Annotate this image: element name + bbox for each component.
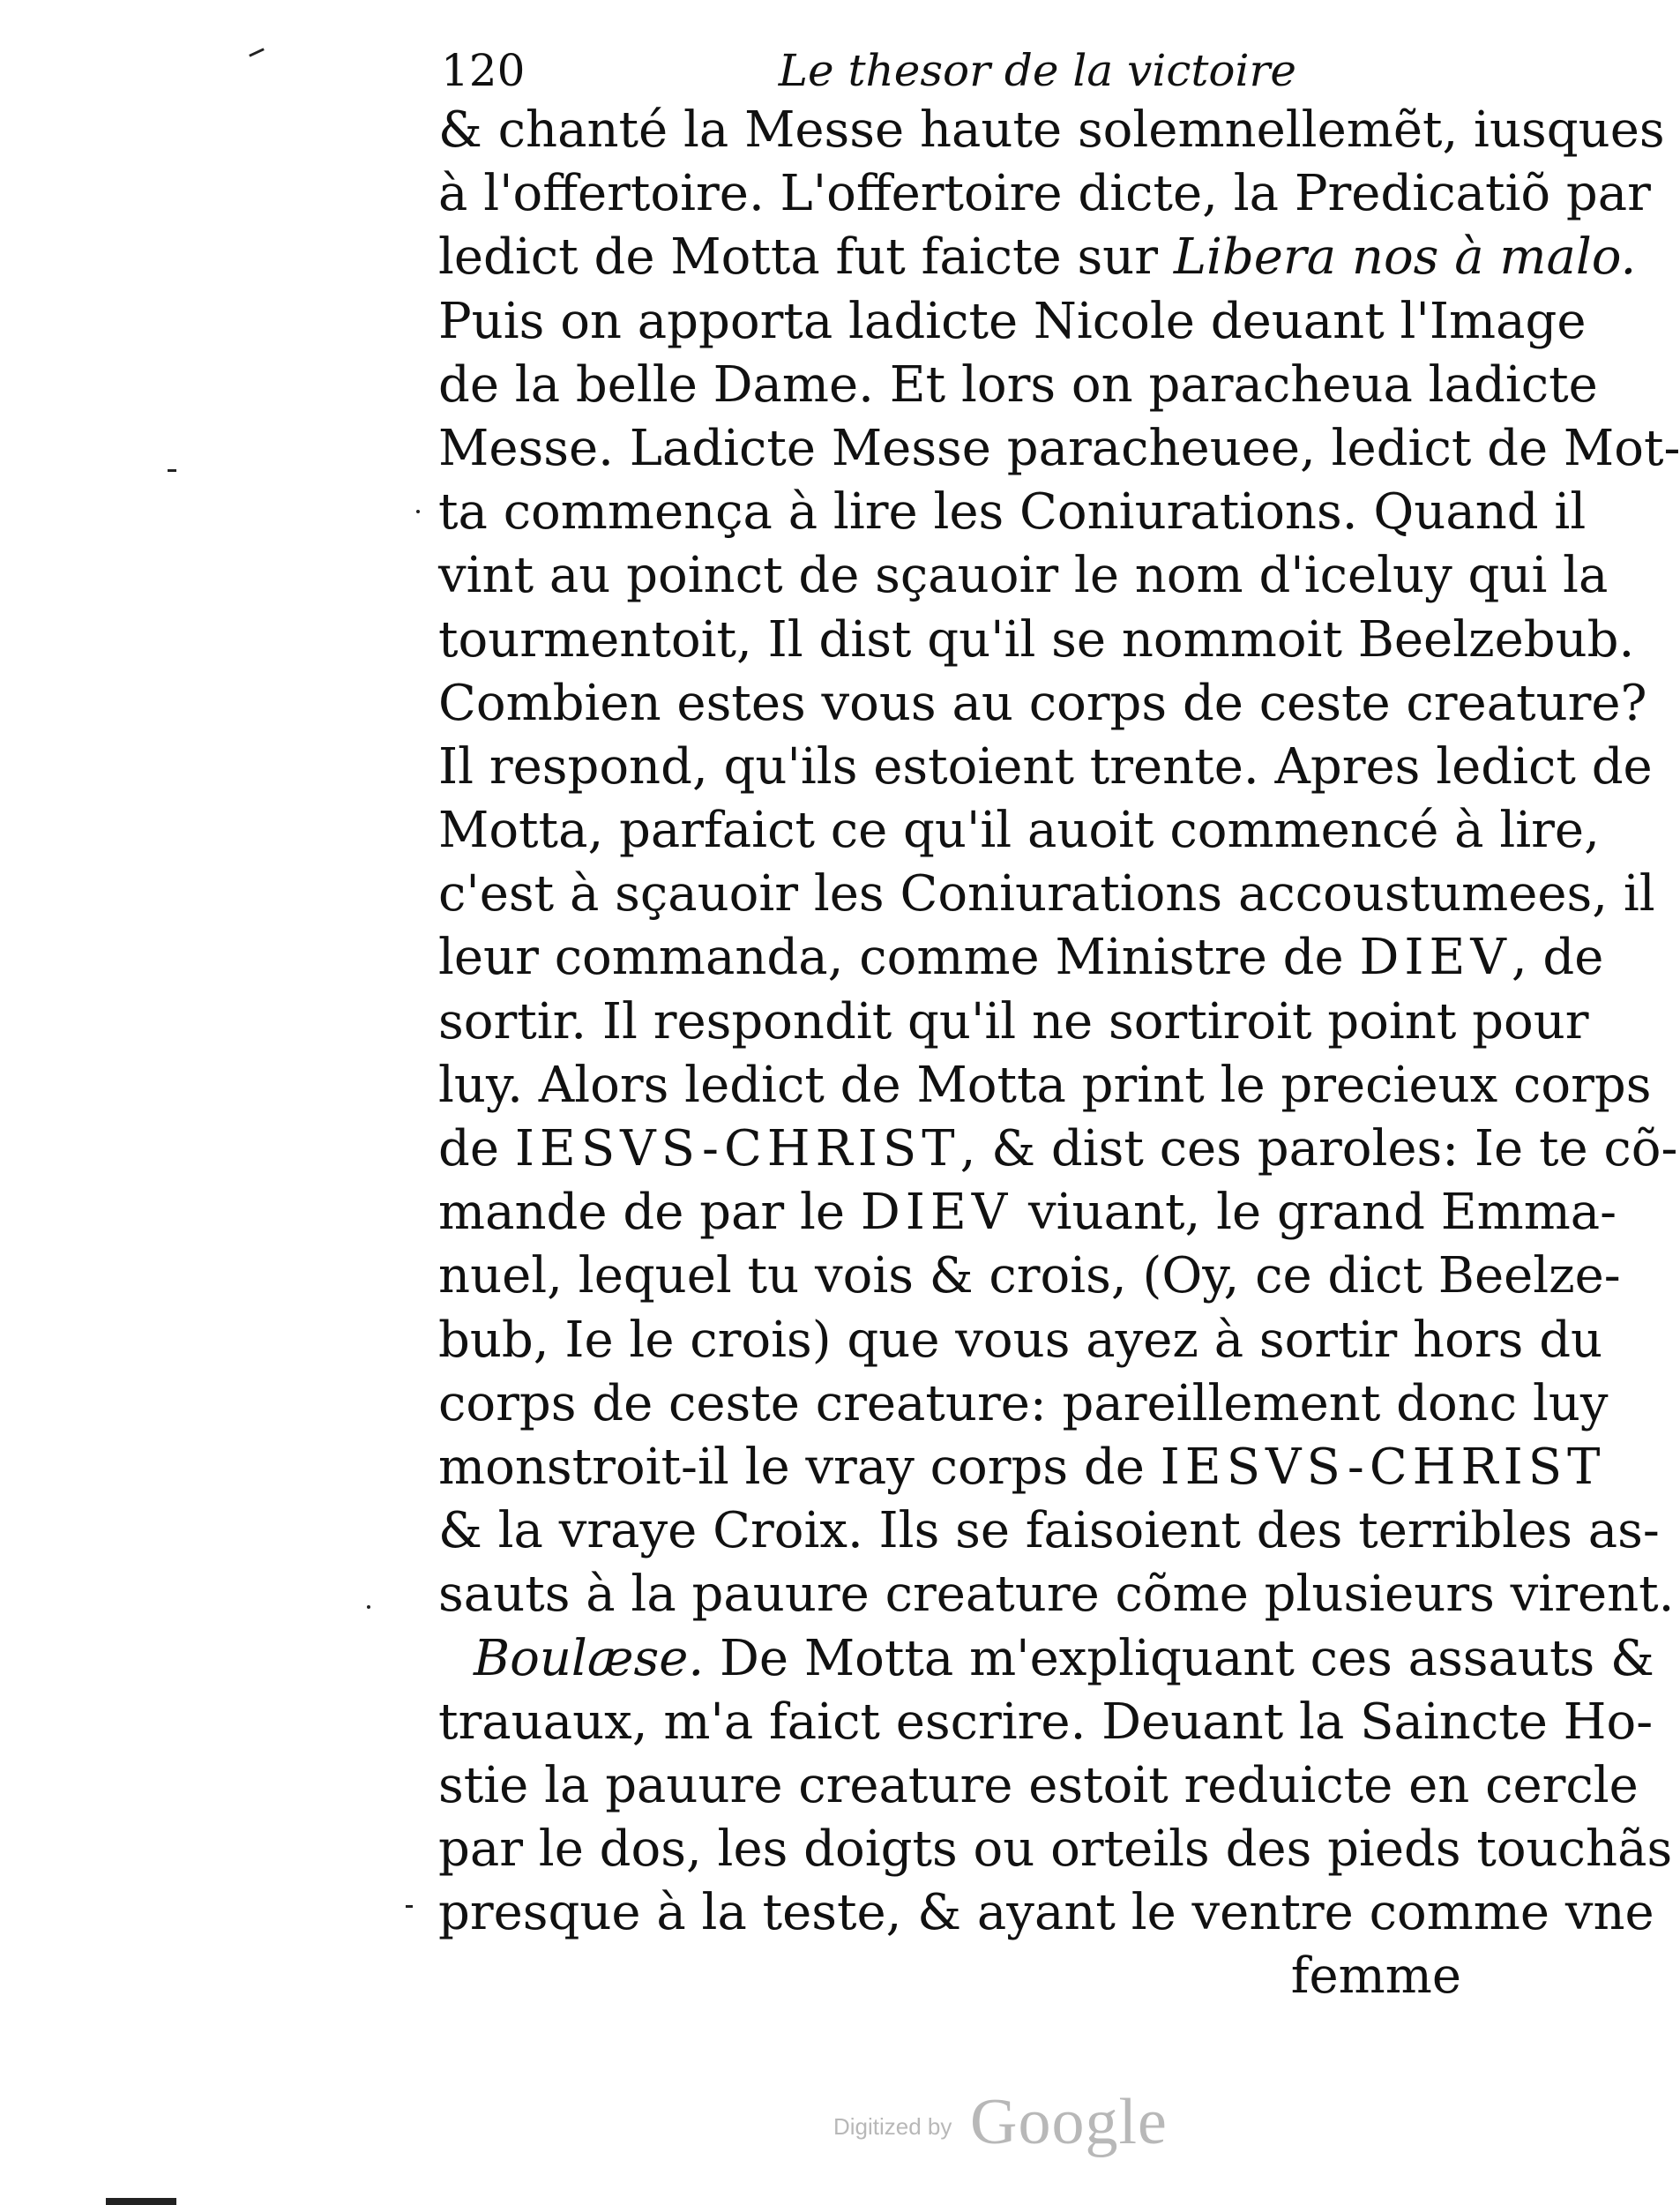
- latin-phrase: Libera nos à malo.: [1173, 228, 1637, 287]
- margin-speck: [106, 2198, 176, 2205]
- text-line: & la vraye Croix. Ils se faisoient des terribles as-: [438, 1502, 1660, 1560]
- text-line: ledict de Motta fut faicte sur Libera nos à malo.: [438, 228, 1637, 287]
- text-line: luy. Alors ledict de Motta print le precieux corps: [438, 1056, 1652, 1114]
- catchword: femme: [1290, 1947, 1461, 2006]
- margin-speck: [168, 469, 176, 472]
- jesus-christ-small-caps: IESVS-CHRIST: [514, 1120, 960, 1177]
- text-line: Il respond, qu'ils estoient trente. Apres ledict de: [438, 737, 1653, 796]
- text-line: Messe. Ladicte Messe paracheuee, ledict de Mot-: [438, 419, 1680, 477]
- dieu-small-caps: DIEV: [860, 1184, 1013, 1242]
- text-line: leur commanda, comme Ministre de DIEV, de: [438, 929, 1604, 987]
- page-number: 120: [441, 45, 526, 96]
- google-logo: Google: [970, 2086, 1168, 2158]
- digitized-by-label: Digitized by: [833, 2113, 952, 2140]
- margin-speck: [406, 1905, 413, 1908]
- text-line: mande de par le DIEV viuant, le grand Emma-: [438, 1184, 1617, 1242]
- text-line: Boulæse. De Motta m'expliquant ces assauts &: [474, 1629, 1654, 1687]
- text-line: de IESVS-CHRIST, & dist ces paroles: Ie te cõ-: [438, 1120, 1678, 1177]
- jesus-christ-small-caps: IESVS-CHRIST: [1160, 1438, 1606, 1496]
- dieu-small-caps: DIEV: [1359, 929, 1512, 987]
- text-line: corps de ceste creature: pareillement donc luy: [438, 1374, 1609, 1432]
- text-line: & chanté la Messe haute solemnellemẽt, iusques: [438, 101, 1665, 159]
- text-line: sauts à la pauure creature cõme plusieurs virent.: [438, 1566, 1675, 1624]
- text-line: trauaux, m'a faict escrire. Deuant la Saincte Ho-: [438, 1693, 1654, 1751]
- text-line: nuel, lequel tu vois & crois, (Oy, ce dict Beelze-: [438, 1247, 1621, 1305]
- running-title: Le thesor de la victoire: [778, 45, 1296, 96]
- page-header: [441, 35, 1296, 106]
- text-line: Combien estes vous au corps de ceste creature?: [438, 674, 1647, 732]
- margin-speck: [416, 510, 420, 513]
- text-line: presque à la teste, & ayant le ventre comme vne: [438, 1884, 1654, 1942]
- text-line: tourmentoit, Il dist qu'il se nommoit Beelzebub.: [438, 610, 1635, 669]
- text-line: à l'offertoire. L'offertoire dicte, la Predicatiõ par: [438, 165, 1651, 223]
- margin-speck: [249, 48, 265, 56]
- margin-speck: [367, 1605, 370, 1609]
- text-line: stie la pauure creature estoit reduicte en cercle: [438, 1756, 1639, 1814]
- text-line: monstroit-il le vray corps de IESVS-CHRIST: [438, 1438, 1606, 1496]
- text-line: Motta, parfaict ce qu'il auoit commencé à lire,: [438, 802, 1600, 860]
- text-line: c'est à sçauoir les Coniurations accoustumees, il: [438, 865, 1655, 923]
- body-text: [438, 99, 1680, 2009]
- text-line: par le dos, les doigts ou orteils des pieds touchãs: [438, 1820, 1673, 1879]
- marginal-name: Boulæse.: [474, 1629, 705, 1687]
- text-line: vint au poinct de sçauoir le nom d'iceluy qui la: [438, 547, 1609, 605]
- text-line: de la belle Dame. Et lors on paracheua ladicte: [438, 355, 1598, 414]
- digitization-footer: [0, 2082, 1574, 2187]
- text-line: ta commença à lire les Coniurations. Quand il: [438, 483, 1587, 542]
- text-line: Puis on apporta ladicte Nicole deuant l'Image: [438, 292, 1587, 350]
- text-line: sortir. Il respondit qu'il ne sortiroit point pour: [438, 992, 1589, 1050]
- text-line: bub, Ie le crois) que vous ayez à sortir hors du: [438, 1311, 1603, 1369]
